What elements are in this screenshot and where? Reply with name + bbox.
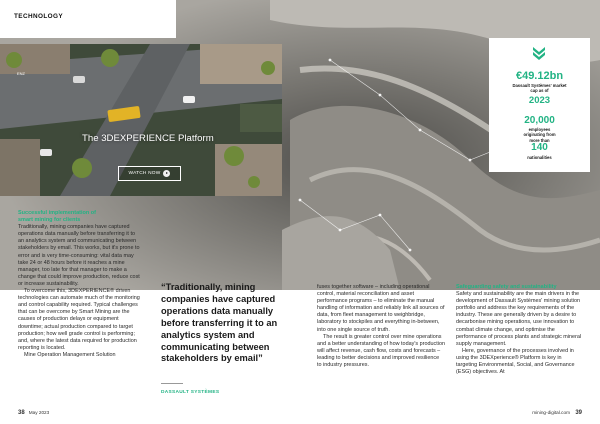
- quote-divider: [161, 383, 183, 384]
- overlay-text-fragment: ENZ: [17, 71, 25, 76]
- employees-value: 20,000: [524, 115, 555, 126]
- market-cap-caption: Dassault Systèmes' market cap as of: [512, 83, 567, 94]
- right-paragraph-1: Safety and sustainability are the main drivers in the development of Dassault Systèmes' mining solution portfolio and address the key requirements of the industry. These are generally driven by a desire to decarbonise mining operations, use innovation to combat climate change, and optimise the performance of process plants and strategic mineral supply management.: [456, 291, 582, 347]
- footer-left: [18, 410, 49, 416]
- left-paragraph-2: To overcome this, 3DEXPERIENCE® driven technologies can automate much of the monitoring and control capability required. Typical challenges that can be overcome by Smart Mining are the causes of production delays or equipment downtime; actual production compared to target production; how well grade control is performing; and, where the latest data required for production reporting is located.: [18, 288, 140, 351]
- play-icon: [163, 170, 170, 177]
- right-subheading: Safeguarding safety and sustainability: [456, 284, 557, 290]
- platform-title: The 3DEXPERIENCE Platform: [82, 133, 214, 144]
- watch-now-label: WATCH NOW: [128, 171, 161, 176]
- right-page-number: 39: [575, 410, 582, 416]
- nationalities-caption: nationalities: [527, 155, 552, 160]
- market-cap-value: €49.12bn: [515, 70, 564, 82]
- left-subheading: Successful implementation of smart mining for clients: [18, 210, 96, 224]
- right-paragraph-2: Here, governance of the processes involved in using the 3DEXperience® Platform is key in targeting Environmental, Social, and Governance (ESG) objectives. At: [456, 347, 575, 376]
- left-paragraph-1: Traditionally, mining companies have captured operations data manually before transferring it to an analytics system and communicating between stakeholders by email. This works, but it's prone to error and is very time-consuming: vital data may take 24 or 48 hours before it reaches a mine manager, too late for that manager to make a change that could improve production, reduce cost or increase sustainability.: [18, 224, 140, 287]
- article-right-column: [456, 284, 582, 376]
- article-left-column: [18, 210, 140, 359]
- left-paragraph-3: Mine Operation Management Solution: [24, 351, 116, 358]
- nationalities-value: 140: [531, 142, 548, 153]
- footer-right: [532, 410, 582, 416]
- middle-paragraph-1: fuses together software – including operational control, material reconciliation and asset performance programs – to eliminate the manual handling of information and reliably link all sources of data, from fleet management to weighbridge, laboratory to stockpiles and everything in-between, into one single source of truth.: [317, 284, 445, 333]
- chevron-down-icon: [532, 46, 546, 61]
- watch-now-button[interactable]: [118, 166, 181, 181]
- left-page-number: 38: [18, 410, 25, 416]
- middle-paragraph-2: The result is greater control over mine operations and a better understanding of how today's production will affect revenue, cash flow, costs and forecasts – leading to better decisions and improved resilience to industry pressures.: [317, 333, 446, 369]
- market-cap-year: 2023: [528, 95, 551, 106]
- article-middle-column: [317, 284, 445, 369]
- employees-caption: employees originating from more than: [523, 127, 556, 143]
- footer-date: May 2023: [28, 410, 50, 415]
- section-header: [0, 0, 176, 38]
- section-title: TECHNOLOGY: [14, 13, 64, 20]
- pull-quote: “Traditionally, mining companies have captured operations data manually before transferring it to an analytics system and communicating between stakeholders by email”: [161, 282, 278, 364]
- stats-panel: [489, 38, 590, 172]
- footer-site[interactable]: mining-digital.com: [532, 410, 570, 415]
- quote-source: DASSAULT SYSTÈMES: [161, 390, 220, 395]
